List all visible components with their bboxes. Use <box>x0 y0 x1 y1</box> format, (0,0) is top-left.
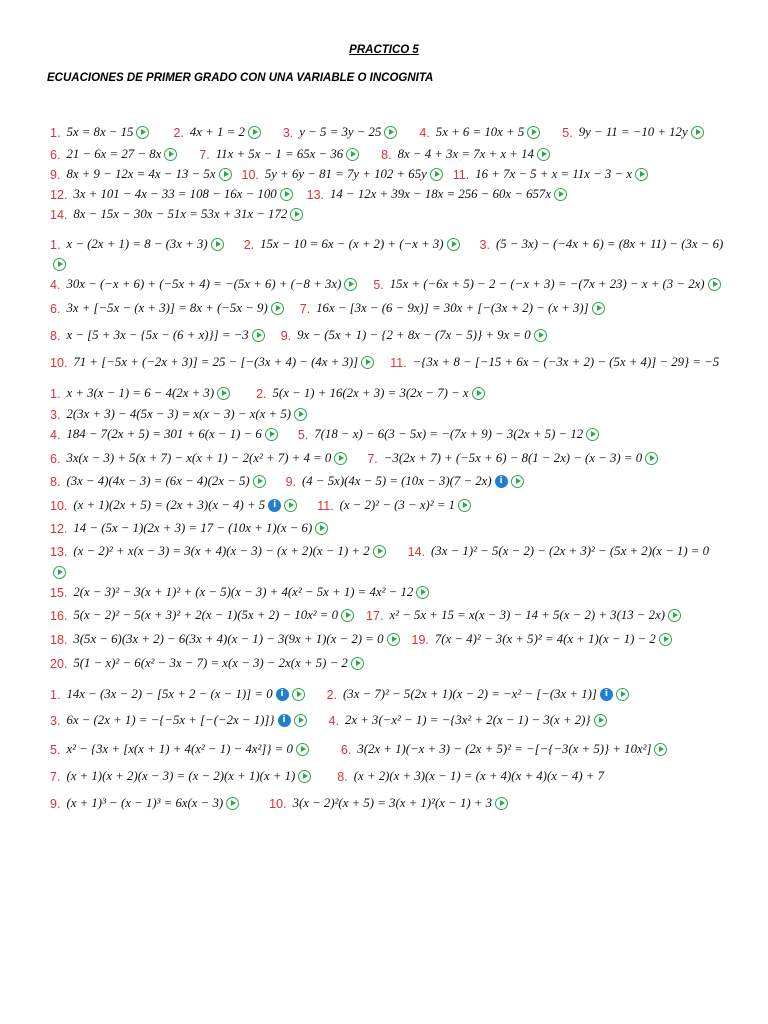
exercise-item <box>50 125 149 140</box>
play-icon[interactable] <box>659 633 672 646</box>
play-icon[interactable] <box>334 452 347 465</box>
equation: 15x − 10 = 6x − (x + 2) + (−x + 3) <box>260 237 444 251</box>
play-icon[interactable] <box>265 428 278 441</box>
exercise-item <box>50 328 265 343</box>
equation: x − (2x + 1) = 8 − (3x + 3) <box>66 237 208 251</box>
play-icon[interactable] <box>164 148 177 161</box>
equation: (x + 2)(x + 3)(x − 1) = (x + 4)(x + 4)(x − 4) + 7 <box>353 769 605 783</box>
exercise-line <box>50 632 672 647</box>
equation: 5y + 6y − 81 = 7y + 102 + 65y <box>264 167 427 181</box>
play-icon[interactable] <box>554 188 567 201</box>
play-icon[interactable] <box>351 657 364 670</box>
exercise-number: 15. <box>50 585 68 600</box>
exercise-number: 1. <box>50 386 61 401</box>
exercise-number: 10. <box>241 167 259 182</box>
equation: x² − {3x + [x(x + 1) + 4(x² − 1) − 4x²]} = 0 <box>66 742 293 756</box>
exercise-line <box>50 301 605 316</box>
play-icon[interactable] <box>430 168 443 181</box>
exercise-line <box>50 407 307 422</box>
play-icon[interactable] <box>226 797 239 810</box>
play-icon[interactable] <box>472 387 485 400</box>
equation: 3(x − 2)²(x + 5) = 3(x + 1)²(x − 1) + 3 <box>292 796 493 810</box>
play-icon[interactable] <box>527 126 540 139</box>
exercise-number: 1. <box>50 237 61 252</box>
equation: 5(x − 2)² − 5(x + 3)² + 2(x − 1)(5x + 2) − 10x² = 0 <box>73 608 339 622</box>
exercise-line <box>50 498 471 513</box>
equation: 21 − 6x = 27 − 8x <box>66 147 162 161</box>
exercise-number: 9. <box>50 796 61 811</box>
equation: 2x + 3(−x² − 1) = −{3x² + 2(x − 1) − 3(x + 2)} <box>344 713 591 727</box>
play-icon[interactable] <box>387 633 400 646</box>
equation: 14 − (5x − 1)(2x + 3) = 17 − (10x + 1)(x − 6) <box>73 521 313 535</box>
exercise-line <box>50 742 667 757</box>
exercise-item <box>50 632 400 647</box>
info-icon[interactable]: i <box>495 475 508 488</box>
play-icon[interactable] <box>219 168 232 181</box>
equation: y − 5 = 3y − 25 <box>299 125 382 139</box>
exercise-number: 7. <box>199 147 210 162</box>
equation: 3x + 101 − 4x − 33 = 108 − 16x − 100 <box>73 187 277 201</box>
exercise-number: 6. <box>50 451 61 466</box>
equation: 30x − (−x + 6) + (−5x + 4) = −(5x + 6) + (−8 + 3x) <box>66 277 342 291</box>
exercise-number: 3. <box>282 125 294 140</box>
play-icon[interactable] <box>537 148 550 161</box>
equation: (x − 2)² + x(x − 3) = 3(x + 4)(x − 3) − (x + 2)(x − 1) + 2 <box>73 544 370 558</box>
exercise-line <box>50 125 704 140</box>
exercise-number: 7. <box>50 769 61 784</box>
equation: (x + 1)(2x + 5) = (2x + 3)(x − 4) + 5 <box>73 498 266 512</box>
play-icon[interactable] <box>654 743 667 756</box>
exercise-item <box>50 742 309 757</box>
equation: (3x − 4)(4x − 3) = (6x − 4)(2x − 5) <box>66 474 250 488</box>
equation: 8x − 4 + 3x = 7x + x + 14 <box>397 147 534 161</box>
exercise-item <box>50 498 297 513</box>
equation: (x + 1)(x + 2)(x − 3) = (x − 2)(x + 1)(x + 1) <box>66 769 296 783</box>
exercise-line <box>50 713 607 728</box>
exercise-line <box>50 328 547 343</box>
exercise-item <box>50 207 303 222</box>
play-icon[interactable] <box>384 126 397 139</box>
info-icon[interactable]: i <box>278 714 291 727</box>
equation: 11x + 5x − 1 = 65x − 36 <box>215 147 344 161</box>
play-icon[interactable] <box>708 278 721 291</box>
exercise-item <box>242 167 443 182</box>
equation: (4 − 5x)(4x − 5) = (10x − 3)(7 − 2x) <box>302 474 492 488</box>
exercise-number: 8. <box>50 328 61 343</box>
info-icon[interactable]: i <box>276 688 289 701</box>
exercise-number: 1. <box>50 125 61 140</box>
exercise-item <box>286 474 524 489</box>
play-icon[interactable] <box>341 609 354 622</box>
exercise-item <box>50 187 293 202</box>
exercise-item <box>50 407 307 422</box>
equation: 14x − (3x − 2) − [5x + 2 − (x − 1)] = 0 <box>66 687 273 701</box>
exercise-number: 3. <box>50 713 61 728</box>
exercise-line <box>50 656 364 671</box>
play-icon[interactable] <box>294 714 307 727</box>
equation: −{3x + 8 − [−15 + 6x − (−3x + 2) − (5x + 4)] − 29} = −5 <box>412 355 720 369</box>
equation: −3(2x + 7) + (−5x + 6) − 8(1 − 2x) − (x − 3) = 0 <box>383 451 643 465</box>
exercise-number: 11. <box>390 355 407 370</box>
equation: 4x + 1 = 2 <box>189 125 245 139</box>
exercise-item <box>50 656 364 671</box>
play-icon[interactable] <box>217 387 230 400</box>
play-icon[interactable] <box>511 475 524 488</box>
exercise-number: 9. <box>285 474 297 489</box>
exercise-number: 16. <box>50 608 68 623</box>
play-icon[interactable] <box>495 797 508 810</box>
exercise-item <box>50 713 307 728</box>
exercise-line <box>50 386 485 401</box>
exercise-number: 12. <box>50 521 68 536</box>
equation: 5x + 6 = 10x + 5 <box>435 125 525 139</box>
exercise-item <box>329 713 607 728</box>
exercise-item <box>50 521 328 536</box>
exercise-line <box>50 544 709 559</box>
exercise-number: 10. <box>50 498 68 513</box>
exercise-line <box>50 451 658 466</box>
exercise-number: 2. <box>326 687 338 702</box>
equation: 3(5x − 6)(3x + 2) − 6(3x + 4)(x − 1) − 3(9x + 1)(x − 2) = 0 <box>73 632 384 646</box>
exercise-number: 8. <box>50 474 61 489</box>
exercise-number: 6. <box>50 301 61 316</box>
exercise-item <box>337 769 604 784</box>
exercise-line <box>50 355 719 370</box>
exercise-item <box>50 474 266 489</box>
exercise-item <box>50 451 347 466</box>
exercise-number: 5. <box>50 742 61 757</box>
play-icon[interactable] <box>373 545 386 558</box>
info-icon[interactable]: i <box>600 688 613 701</box>
exercise-number: 12. <box>50 187 68 202</box>
equation: 5(x − 1) + 16(2x + 3) = 3(2x − 7) − x <box>272 386 469 400</box>
play-icon[interactable] <box>447 238 460 251</box>
exercise-item <box>50 544 386 559</box>
exercise-item <box>367 451 658 466</box>
exercise-number: 14. <box>407 544 426 559</box>
exercise-item <box>50 608 354 623</box>
exercise-item <box>317 498 471 513</box>
exercise-item <box>408 544 709 559</box>
exercise-line <box>50 147 550 162</box>
exercise-item <box>256 386 485 401</box>
exercise-number: 10. <box>50 355 68 370</box>
exercise-item <box>298 427 599 442</box>
exercise-item <box>50 237 224 252</box>
exercise-line <box>50 258 66 271</box>
equation: 3(2x + 1)(−x + 3) − (2x + 5)² = −[−{−3(x + 5)} + 10x²] <box>357 742 652 756</box>
exercise-number: 7. <box>299 301 311 316</box>
equation: (x − 2)² − (3 − x)² = 1 <box>339 498 456 512</box>
play-icon[interactable] <box>645 452 658 465</box>
exercise-item <box>199 147 359 162</box>
exercise-item <box>50 277 357 292</box>
equation: 7(18 − x) − 6(3 − 5x) = −(7x + 9) − 3(2x + 5) − 12 <box>314 427 584 441</box>
play-icon[interactable] <box>53 258 66 271</box>
exercise-line <box>50 427 599 442</box>
exercise-item <box>327 687 629 702</box>
equation: 14 − 12x + 39x − 18x = 256 − 60x − 657x <box>330 187 551 201</box>
exercise-item <box>366 608 681 623</box>
exercise-number: 5. <box>562 125 573 140</box>
exercise-line <box>50 187 567 202</box>
exercise-number: 6. <box>340 742 352 757</box>
play-icon[interactable] <box>416 586 429 599</box>
exercise-item <box>381 147 550 162</box>
equation: (5 − 3x) − (−4x + 6) = (8x + 11) − (3x − 6) <box>495 237 724 251</box>
equation: 184 − 7(2x + 5) = 301 + 6(x − 1) − 6 <box>66 427 262 441</box>
exercise-number: 9. <box>50 167 61 182</box>
exercise-number: 2. <box>256 386 267 401</box>
exercise-number: 19. <box>411 632 429 647</box>
equation: 3x + [−5x − (x + 3)] = 8x + (−5x − 9) <box>66 301 268 315</box>
equation: 6x − (2x + 1) = −{−5x + [−(−2x − 1)]} <box>66 713 275 727</box>
play-icon[interactable] <box>53 566 66 579</box>
exercise-number: 4. <box>50 427 61 442</box>
exercise-number: 18. <box>50 632 68 647</box>
exercise-line <box>50 207 303 222</box>
play-icon[interactable] <box>616 688 629 701</box>
exercise-item <box>373 277 720 292</box>
exercise-item <box>50 769 311 784</box>
exercise-line <box>50 566 66 579</box>
exercise-item <box>50 427 278 442</box>
exercise-number: 3. <box>50 407 61 422</box>
exercise-number: 13. <box>306 187 325 202</box>
play-icon[interactable] <box>635 168 648 181</box>
play-icon[interactable] <box>586 428 599 441</box>
exercise-item <box>50 687 305 702</box>
exercise-item <box>50 796 239 811</box>
play-icon[interactable] <box>594 714 607 727</box>
exercise-number: 5. <box>373 277 384 292</box>
play-icon[interactable] <box>248 126 261 139</box>
equation: x + 3(x − 1) = 6 − 4(2x + 3) <box>66 386 215 400</box>
play-icon[interactable] <box>361 356 374 369</box>
equation: 8x − 15x − 30x − 51x = 53x + 31x − 172 <box>73 207 288 221</box>
exercise-item <box>50 147 177 162</box>
exercise-line <box>50 237 723 252</box>
equation: (x + 1)³ − (x − 1)³ = 6x(x − 3) <box>66 796 224 810</box>
exercise-number: 6. <box>50 147 61 162</box>
info-icon[interactable]: i <box>268 499 281 512</box>
equation: x² − 5x + 15 = x(x − 3) − 14 + 5(x − 2) + 3(13 − 2x) <box>389 608 666 622</box>
exercise-number: 3. <box>479 237 490 252</box>
equation: (3x − 1)² − 5(x − 2) − (2x + 3)² − (5x + 2)(x − 1) = 0 <box>431 544 710 558</box>
exercise-number: 1. <box>50 687 61 702</box>
exercise-number: 14. <box>50 207 68 222</box>
play-icon[interactable] <box>315 522 328 535</box>
exercise-line <box>50 796 508 811</box>
exercise-number: 2. <box>243 237 255 252</box>
equation: 8x + 9 − 12x = 4x − 13 − 5x <box>66 167 216 181</box>
equation: 71 + [−5x + (−2x + 3)] = 25 − [−(3x + 4) − (4x + 3)] <box>73 355 359 369</box>
play-icon[interactable] <box>280 188 293 201</box>
equation: 7(x − 4)² − 3(x + 5)² = 4(x + 1)(x − 1) − 2 <box>434 632 656 646</box>
exercise-item <box>412 632 672 647</box>
page-title: PRACTICO 5 <box>349 44 419 56</box>
exercise-item <box>562 125 703 140</box>
play-icon[interactable] <box>344 278 357 291</box>
exercise-item <box>50 301 284 316</box>
exercise-item <box>269 796 508 811</box>
play-icon[interactable] <box>298 770 311 783</box>
exercise-item <box>244 237 460 252</box>
exercise-item <box>419 125 540 140</box>
play-icon[interactable] <box>292 688 305 701</box>
equation: 9y − 11 = −10 + 12y <box>578 125 688 139</box>
play-icon[interactable] <box>136 126 149 139</box>
play-icon[interactable] <box>252 329 265 342</box>
exercise-item <box>50 566 66 579</box>
exercise-line <box>50 474 524 489</box>
equation: 16 + 7x − 5 + x = 11x − 3 − x <box>475 167 632 181</box>
play-icon[interactable] <box>294 408 307 421</box>
play-icon[interactable] <box>290 208 303 221</box>
exercise-item <box>50 585 429 600</box>
exercise-number: 11. <box>317 498 334 513</box>
exercise-number: 7. <box>367 451 378 466</box>
exercise-number: 5. <box>297 427 309 442</box>
exercise-number: 8. <box>337 769 348 784</box>
exercise-line <box>50 687 629 702</box>
exercise-number: 9. <box>280 328 292 343</box>
play-icon[interactable] <box>284 499 297 512</box>
equation: 2(x − 3)² − 3(x + 1)² + (x − 5)(x − 3) + 4(x² − 5x + 1) = 4x² − 12 <box>73 585 414 599</box>
exercise-number: 20. <box>50 656 68 671</box>
page-subtitle: ECUACIONES DE PRIMER GRADO CON UNA VARIABLE O INCOGNITA <box>47 72 434 84</box>
play-icon[interactable] <box>534 329 547 342</box>
exercise-item <box>173 125 260 140</box>
exercise-number: 8. <box>381 147 392 162</box>
exercise-number: 4. <box>50 277 61 292</box>
play-icon[interactable] <box>211 238 224 251</box>
exercise-item <box>50 167 232 182</box>
exercise-number: 4. <box>419 125 430 140</box>
exercise-number: 11. <box>452 167 470 182</box>
play-icon[interactable] <box>296 743 309 756</box>
exercise-line <box>50 167 648 182</box>
exercise-item <box>480 237 724 252</box>
exercise-item <box>390 355 719 370</box>
exercise-item <box>50 386 230 401</box>
exercise-item <box>50 355 374 370</box>
play-icon[interactable] <box>592 302 605 315</box>
play-icon[interactable] <box>253 475 266 488</box>
exercise-line <box>50 769 604 784</box>
exercise-line <box>50 585 429 600</box>
exercise-number: 13. <box>50 544 68 559</box>
exercise-item <box>341 742 668 757</box>
play-icon[interactable] <box>458 499 471 512</box>
equation: x − [5 + 3x − {5x − (6 + x)}] = −3 <box>66 328 249 342</box>
equation: 5x = 8x − 15 <box>66 125 134 139</box>
equation: 16x − [3x − (6 − 9x)] = 30x + [−(3x + 2) − (x + 3)] <box>316 301 589 315</box>
exercise-item <box>50 258 66 271</box>
exercise-item <box>300 301 605 316</box>
play-icon[interactable] <box>271 302 284 315</box>
exercise-number: 2. <box>173 125 184 140</box>
exercise-item <box>453 167 648 182</box>
exercise-number: 17. <box>366 608 384 623</box>
exercise-item <box>283 125 398 140</box>
exercise-line <box>50 277 721 292</box>
exercise-line <box>50 521 328 536</box>
equation: 2(3x + 3) − 4(5x − 3) = x(x − 3) − x(x + 5) <box>66 407 292 421</box>
equation: 5(1 − x)² − 6(x² − 3x − 7) = x(x − 3) − 2x(x + 5) − 2 <box>73 656 348 670</box>
play-icon[interactable] <box>668 609 681 622</box>
exercise-item <box>281 328 547 343</box>
equation: 9x − (5x + 1) − {2 + 8x − (7x − 5)} + 9x = 0 <box>297 328 531 342</box>
play-icon[interactable] <box>691 126 704 139</box>
exercise-item <box>307 187 567 202</box>
exercise-line <box>50 608 681 623</box>
play-icon[interactable] <box>346 148 359 161</box>
equation: (3x − 7)² − 5(2x + 1)(x − 2) = −x² − [−(3x + 1)] <box>343 687 597 701</box>
equation: 3x(x − 3) + 5(x + 7) − x(x + 1) − 2(x² + 7) + 4 = 0 <box>66 451 332 465</box>
exercise-number: 4. <box>328 713 339 728</box>
equation: 15x + (−6x + 5) − 2 − (−x + 3) = −(7x + 23) − x + (3 − 2x) <box>389 277 705 291</box>
exercise-number: 10. <box>269 796 287 811</box>
